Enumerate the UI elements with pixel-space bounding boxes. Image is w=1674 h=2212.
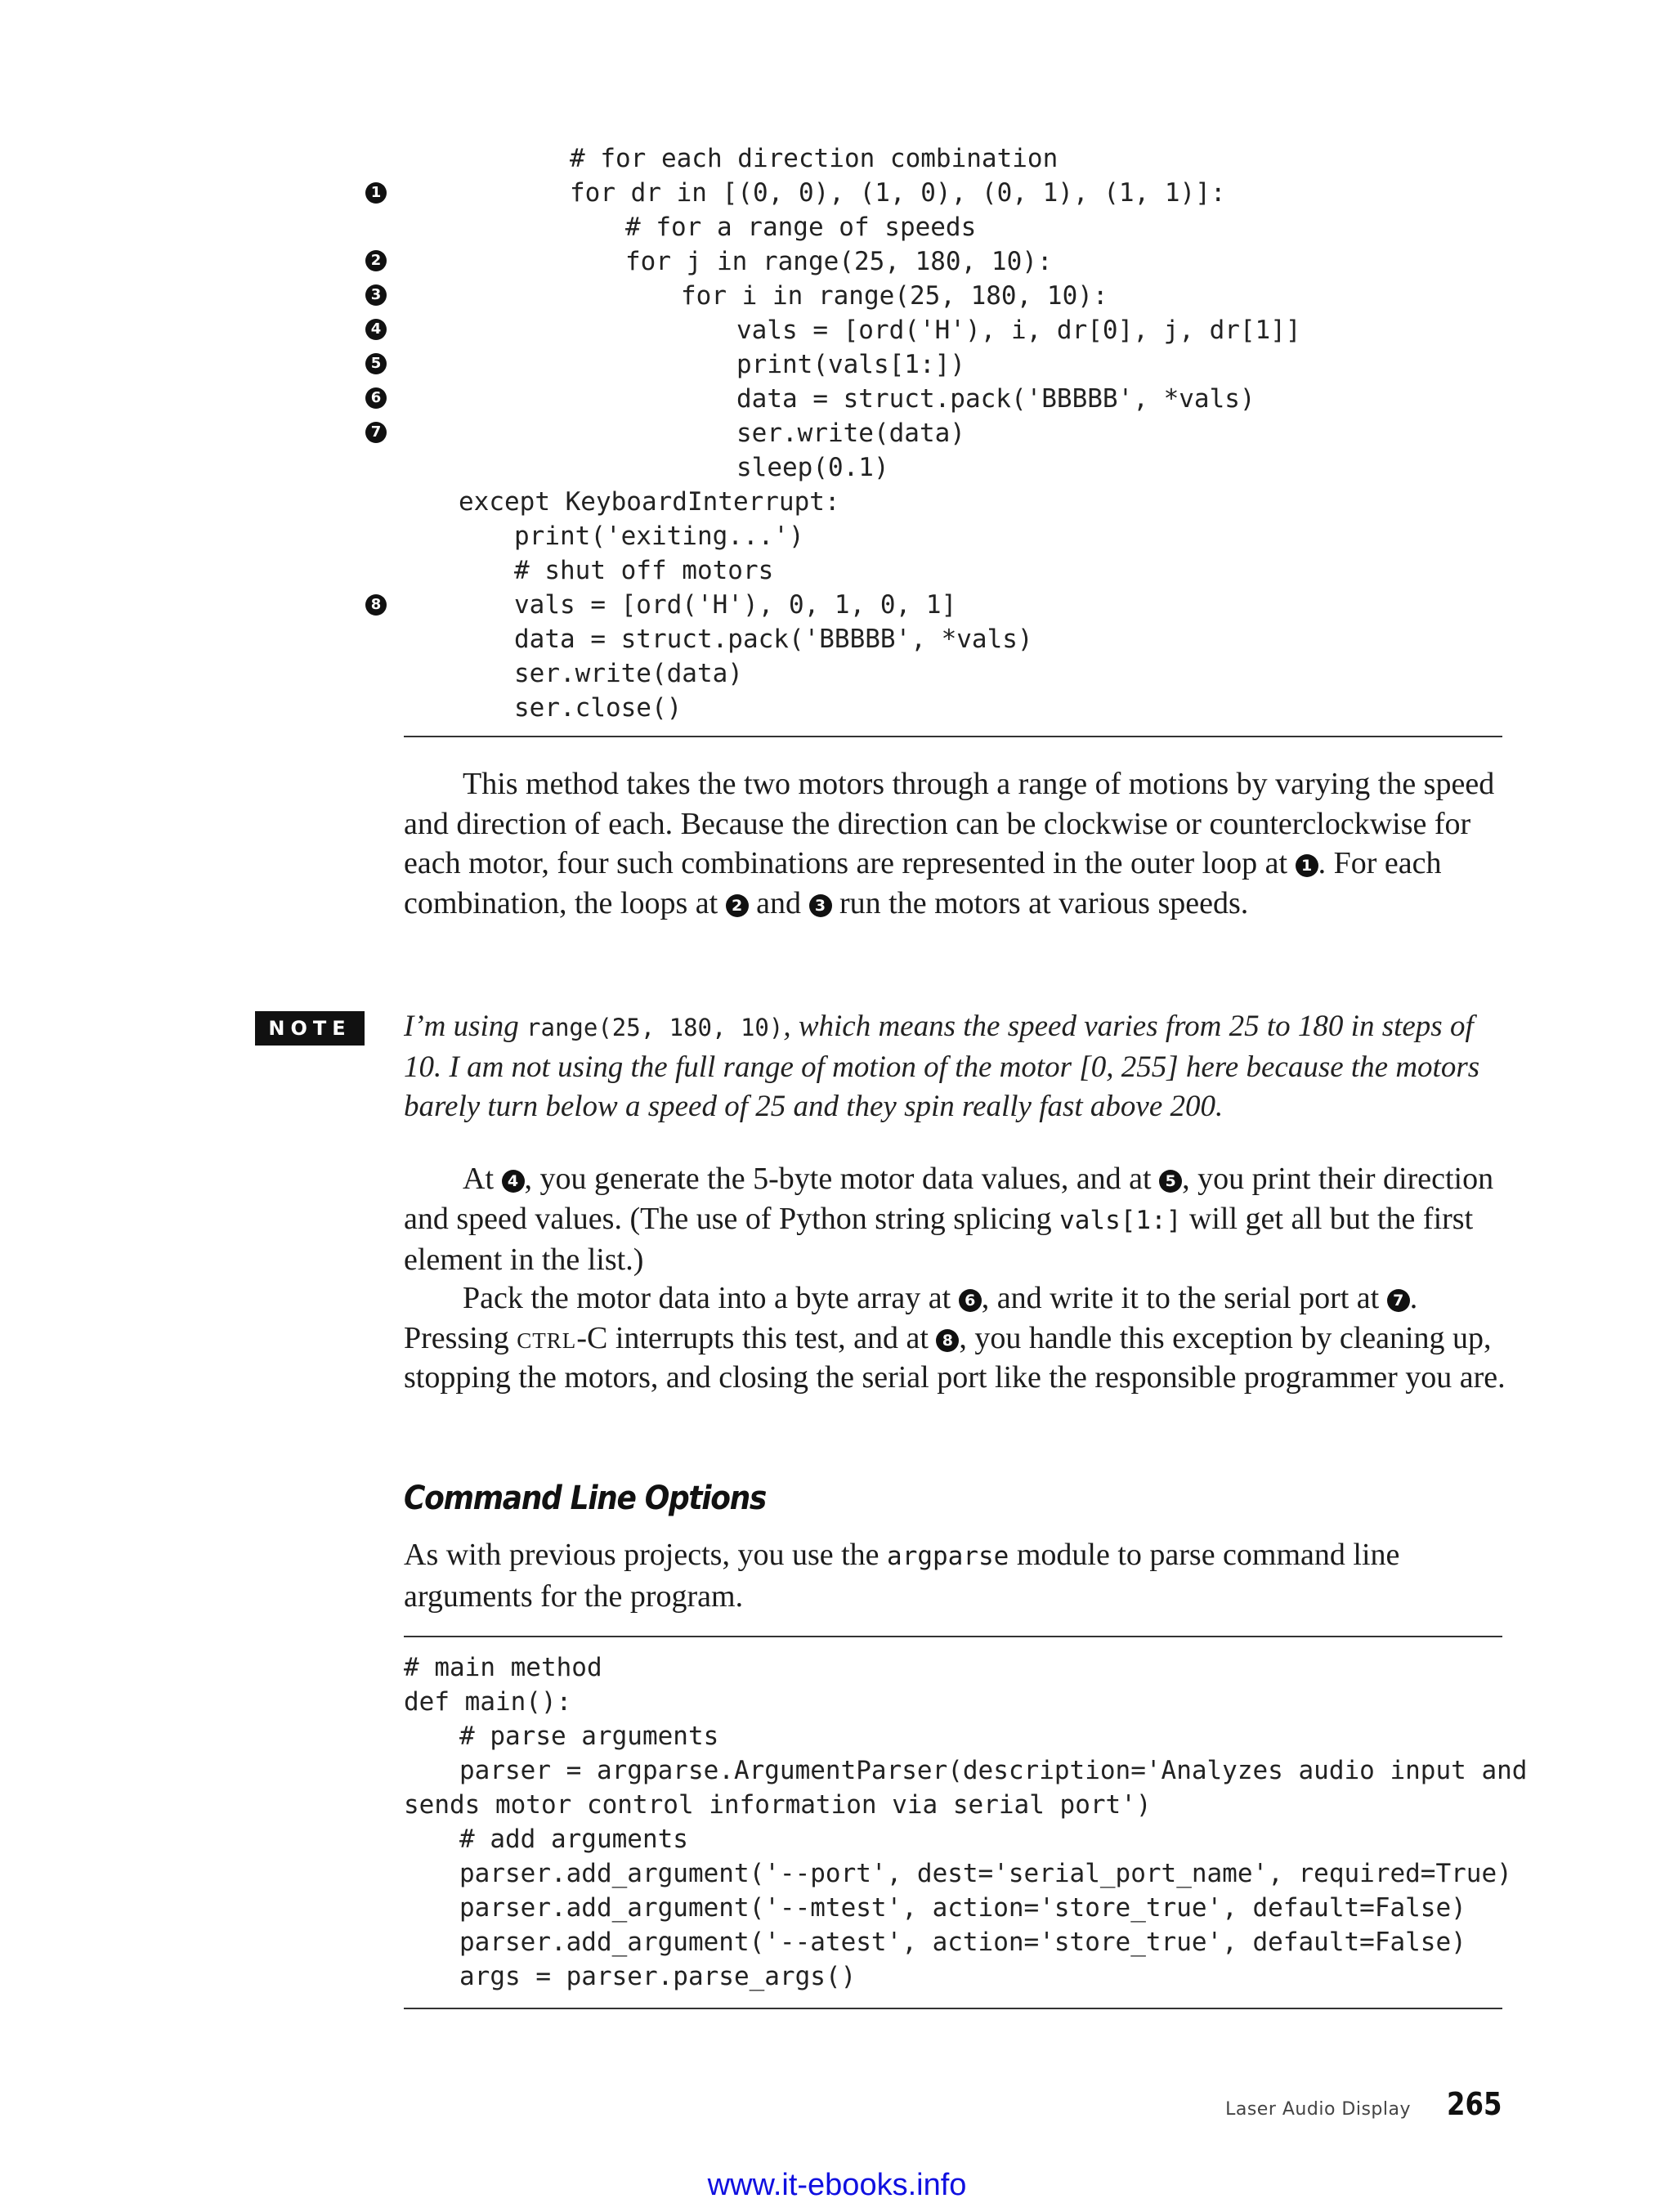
section-heading: Command Line Options <box>404 1480 766 1517</box>
callout-ref: 5 <box>1159 1170 1182 1193</box>
callout-ref: 7 <box>1387 1289 1410 1312</box>
footer-chapter-title: Laser Audio Display <box>1225 2099 1411 2120</box>
code-line: for dr in [(0, 0), (1, 0), (0, 1), (1, 1)]: <box>570 178 1226 208</box>
code-line: parser.add_argument('--port', dest='serial_port_name', required=True) <box>459 1859 1512 1888</box>
code-line: parser.add_argument('--mtest', action='store_true', default=False) <box>459 1893 1466 1923</box>
code-line: parser.add_argument('--atest', action='store_true', default=False) <box>459 1928 1466 1957</box>
inline-code: range(25, 180, 10) <box>526 1014 784 1041</box>
callout-marker-8: 8 <box>365 594 387 616</box>
note-label: NOTE <box>255 1011 365 1046</box>
code-line: # shut off motors <box>514 556 774 585</box>
code-line: for j in range(25, 180, 10): <box>625 247 1053 276</box>
code-line: sends motor control information via serial port') <box>404 1790 1152 1820</box>
code-line: except KeyboardInterrupt: <box>459 487 840 517</box>
code-line: data = struct.pack('BBBBB', *vals) <box>514 625 1033 654</box>
watermark-link[interactable]: www.it-ebooks.info <box>707 2168 967 2202</box>
code-line: vals = [ord('H'), i, dr[0], j, dr[1]] <box>736 316 1301 345</box>
code-line: def main(): <box>404 1687 572 1717</box>
keyboard-key: ctrl <box>517 1320 577 1355</box>
code-divider-rule <box>404 736 1502 737</box>
callout-marker-3: 3 <box>365 284 387 306</box>
callout-ref: 3 <box>809 894 832 917</box>
callout-marker-6: 6 <box>365 387 387 409</box>
callout-marker-2: 2 <box>365 250 387 271</box>
code-line: vals = [ord('H'), 0, 1, 0, 1] <box>514 590 957 620</box>
body-paragraph: As with previous projects, you use the argparse module to parse command line arguments for the program. <box>404 1538 1400 1614</box>
code-line: ser.close() <box>514 693 683 723</box>
code-line: args = parser.parse_args() <box>459 1962 857 1991</box>
callout-marker-4: 4 <box>365 319 387 340</box>
note-text: I’m using range(25, 180, 10), which means the speed varies from 25 to 180 in steps of 10. I am not using the full range of motion of the motor [0, 255] here because the motors barely turn below a speed of 25 and they spin really fast above 200. <box>404 1010 1480 1123</box>
callout-ref: 6 <box>959 1289 982 1312</box>
callout-ref: 2 <box>726 894 749 917</box>
callout-ref: 8 <box>936 1329 959 1352</box>
code-line: # main method <box>404 1653 602 1682</box>
code-line: # parse arguments <box>459 1722 719 1751</box>
code-line: ser.write(data) <box>514 659 743 688</box>
code-line: # for each direction combination <box>570 144 1059 173</box>
body-paragraph: At 4 , you generate the 5-byte motor data values, and at 5 , you print their direction and speed values. (The use of Python string splicing vals[1:] will get all but the first element in the list.) <box>404 1162 1494 1277</box>
code-line: data = struct.pack('BBBBB', *vals) <box>736 384 1256 414</box>
body-paragraph: This method takes the two motors through a range of motions by varying the speed and direction of each. Because the direction can be clockwise or counterclockwise for each motor, four such combinations are represented in the outer loop at 1 . For each combination, the loops at 2 and 3 run the motors at various speeds. <box>404 767 1495 920</box>
page-number: 265 <box>1447 2086 1502 2122</box>
code-divider-rule <box>404 2008 1502 2009</box>
code-line: for i in range(25, 180, 10): <box>681 281 1108 311</box>
code-line: # for a range of speeds <box>625 213 977 242</box>
code-divider-rule <box>404 1636 1502 1637</box>
code-line: print(vals[1:]) <box>736 350 965 379</box>
body-paragraph: Pack the motor data into a byte array at 6 , and write it to the serial port at 7 . Pressing ctrl-C interrupts this test, and at 8 , you handle this exception by cleaning up, stopping the motors, and closing the serial port like the responsible programmer you are. <box>404 1281 1506 1395</box>
code-line: print('exiting...') <box>514 522 804 551</box>
code-line: ser.write(data) <box>736 419 965 448</box>
callout-marker-5: 5 <box>365 353 387 374</box>
inline-code: vals[1:] <box>1059 1205 1182 1235</box>
code-line: sleep(0.1) <box>736 453 889 482</box>
inline-code: argparse <box>887 1542 1009 1571</box>
code-line: # add arguments <box>459 1825 688 1854</box>
callout-marker-7: 7 <box>365 422 387 443</box>
code-line: parser = argparse.ArgumentParser(description='Analyzes audio input and <box>459 1756 1528 1785</box>
callout-ref: 4 <box>502 1170 525 1193</box>
callout-marker-1: 1 <box>365 182 387 204</box>
callout-ref: 1 <box>1296 854 1318 877</box>
